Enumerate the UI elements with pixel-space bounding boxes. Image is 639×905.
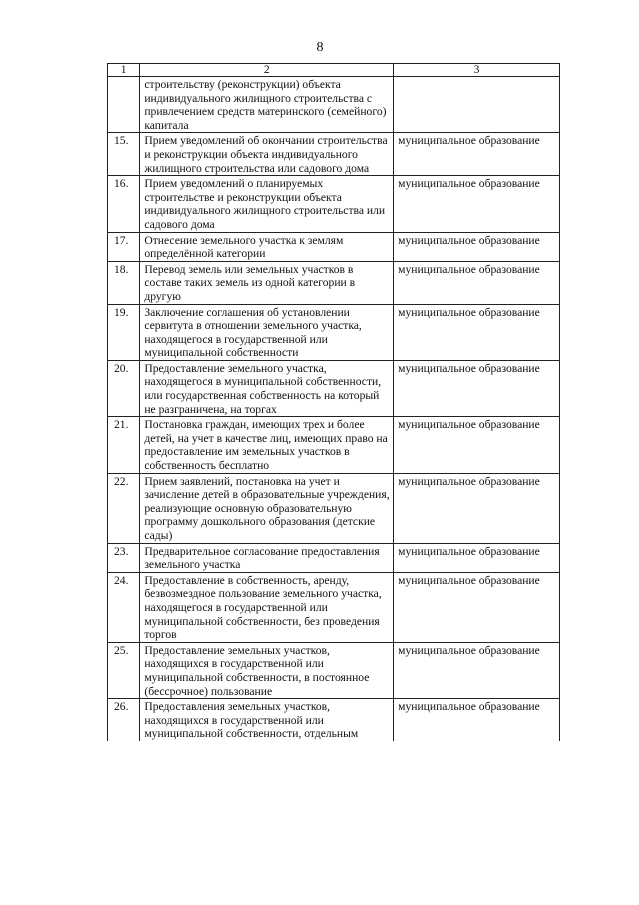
service-name: строительству (реконструкции) объекта индивидуального жилищного строительства с привлечением средств материнского (семейного) капитала — [140, 77, 394, 133]
table-row — [108, 304, 560, 360]
row-number: 26. — [108, 699, 140, 741]
service-name: Прием уведомлений об окончании строительства и реконструкции объекта индивидуального жилищного строительства или садового дома — [140, 133, 394, 176]
table-row — [108, 133, 560, 176]
table-row — [108, 360, 560, 416]
column-header-service: 2 — [140, 64, 394, 77]
service-name: Прием заявлений, постановка на учет и зачисление детей в образовательные учреждения, реализующие основную образовательную программу дошкольного образования (детские сады) — [140, 473, 394, 543]
service-provider: муниципальное образование — [394, 572, 560, 642]
column-header-number: 1 — [108, 64, 140, 77]
service-provider — [394, 77, 560, 133]
service-provider: муниципальное образование — [394, 473, 560, 543]
service-provider: муниципальное образование — [394, 304, 560, 360]
table-row — [108, 261, 560, 304]
row-number: 24. — [108, 572, 140, 642]
service-provider: муниципальное образование — [394, 642, 560, 698]
service-name: Предоставления земельных участков, находящихся в государственной или муниципальной собственности, отдельным — [140, 699, 394, 741]
row-number: 22. — [108, 473, 140, 543]
row-number: 25. — [108, 642, 140, 698]
row-number: 18. — [108, 261, 140, 304]
row-number: 15. — [108, 133, 140, 176]
column-header-provider: 3 — [394, 64, 560, 77]
service-name: Прием уведомлений о планируемых строительстве и реконструкции объекта индивидуального жилищного строительства или садового дома — [140, 176, 394, 232]
service-name: Предоставление земельных участков, находящихся в государственной или муниципальной собственности, в постоянное (бессрочное) пользование — [140, 642, 394, 698]
row-number: 19. — [108, 304, 140, 360]
row-number — [108, 77, 140, 133]
service-provider: муниципальное образование — [394, 543, 560, 572]
table-row — [108, 176, 560, 232]
table-row — [108, 572, 560, 642]
service-provider: муниципальное образование — [394, 699, 560, 741]
table-row — [108, 642, 560, 698]
service-provider: муниципальное образование — [394, 360, 560, 416]
services-table — [107, 63, 560, 741]
service-name: Перевод земель или земельных участков в составе таких земель из одной категории в другую — [140, 261, 394, 304]
table-row-continuation — [108, 77, 560, 133]
service-name: Отнесение земельного участка к землям определённой категории — [140, 232, 394, 261]
service-provider: муниципальное образование — [394, 133, 560, 176]
table-row — [108, 543, 560, 572]
table-body — [108, 77, 560, 741]
service-provider: муниципальное образование — [394, 176, 560, 232]
service-name: Постановка граждан, имеющих трех и более детей, на учет в качестве лиц, имеющих право на предоставление им земельных участков в собственность бесплатно — [140, 417, 394, 473]
service-provider: муниципальное образование — [394, 261, 560, 304]
header-row — [108, 64, 560, 77]
row-number: 21. — [108, 417, 140, 473]
table-row — [108, 232, 560, 261]
row-number: 17. — [108, 232, 140, 261]
service-provider: муниципальное образование — [394, 232, 560, 261]
table-row — [108, 473, 560, 543]
service-name: Предварительное согласование предоставления земельного участка — [140, 543, 394, 572]
row-number: 20. — [108, 360, 140, 416]
service-name: Предоставление земельного участка, находящегося в муниципальной собственности, или государственная собственность на который не разграничена, на торгах — [140, 360, 394, 416]
table-header — [108, 64, 560, 77]
row-number: 16. — [108, 176, 140, 232]
table-row — [108, 699, 560, 741]
service-name: Заключение соглашения об установлении сервитута в отношении земельного участка, находящегося в государственной или муниципальной собственности — [140, 304, 394, 360]
service-name: Предоставление в собственность, аренду, безвозмездное пользование земельного участка, находящегося в государственной или муниципальной собственности, без проведения торгов — [140, 572, 394, 642]
service-provider: муниципальное образование — [394, 417, 560, 473]
page-number: 8 — [316, 40, 324, 55]
table-row — [108, 417, 560, 473]
row-number: 23. — [108, 543, 140, 572]
